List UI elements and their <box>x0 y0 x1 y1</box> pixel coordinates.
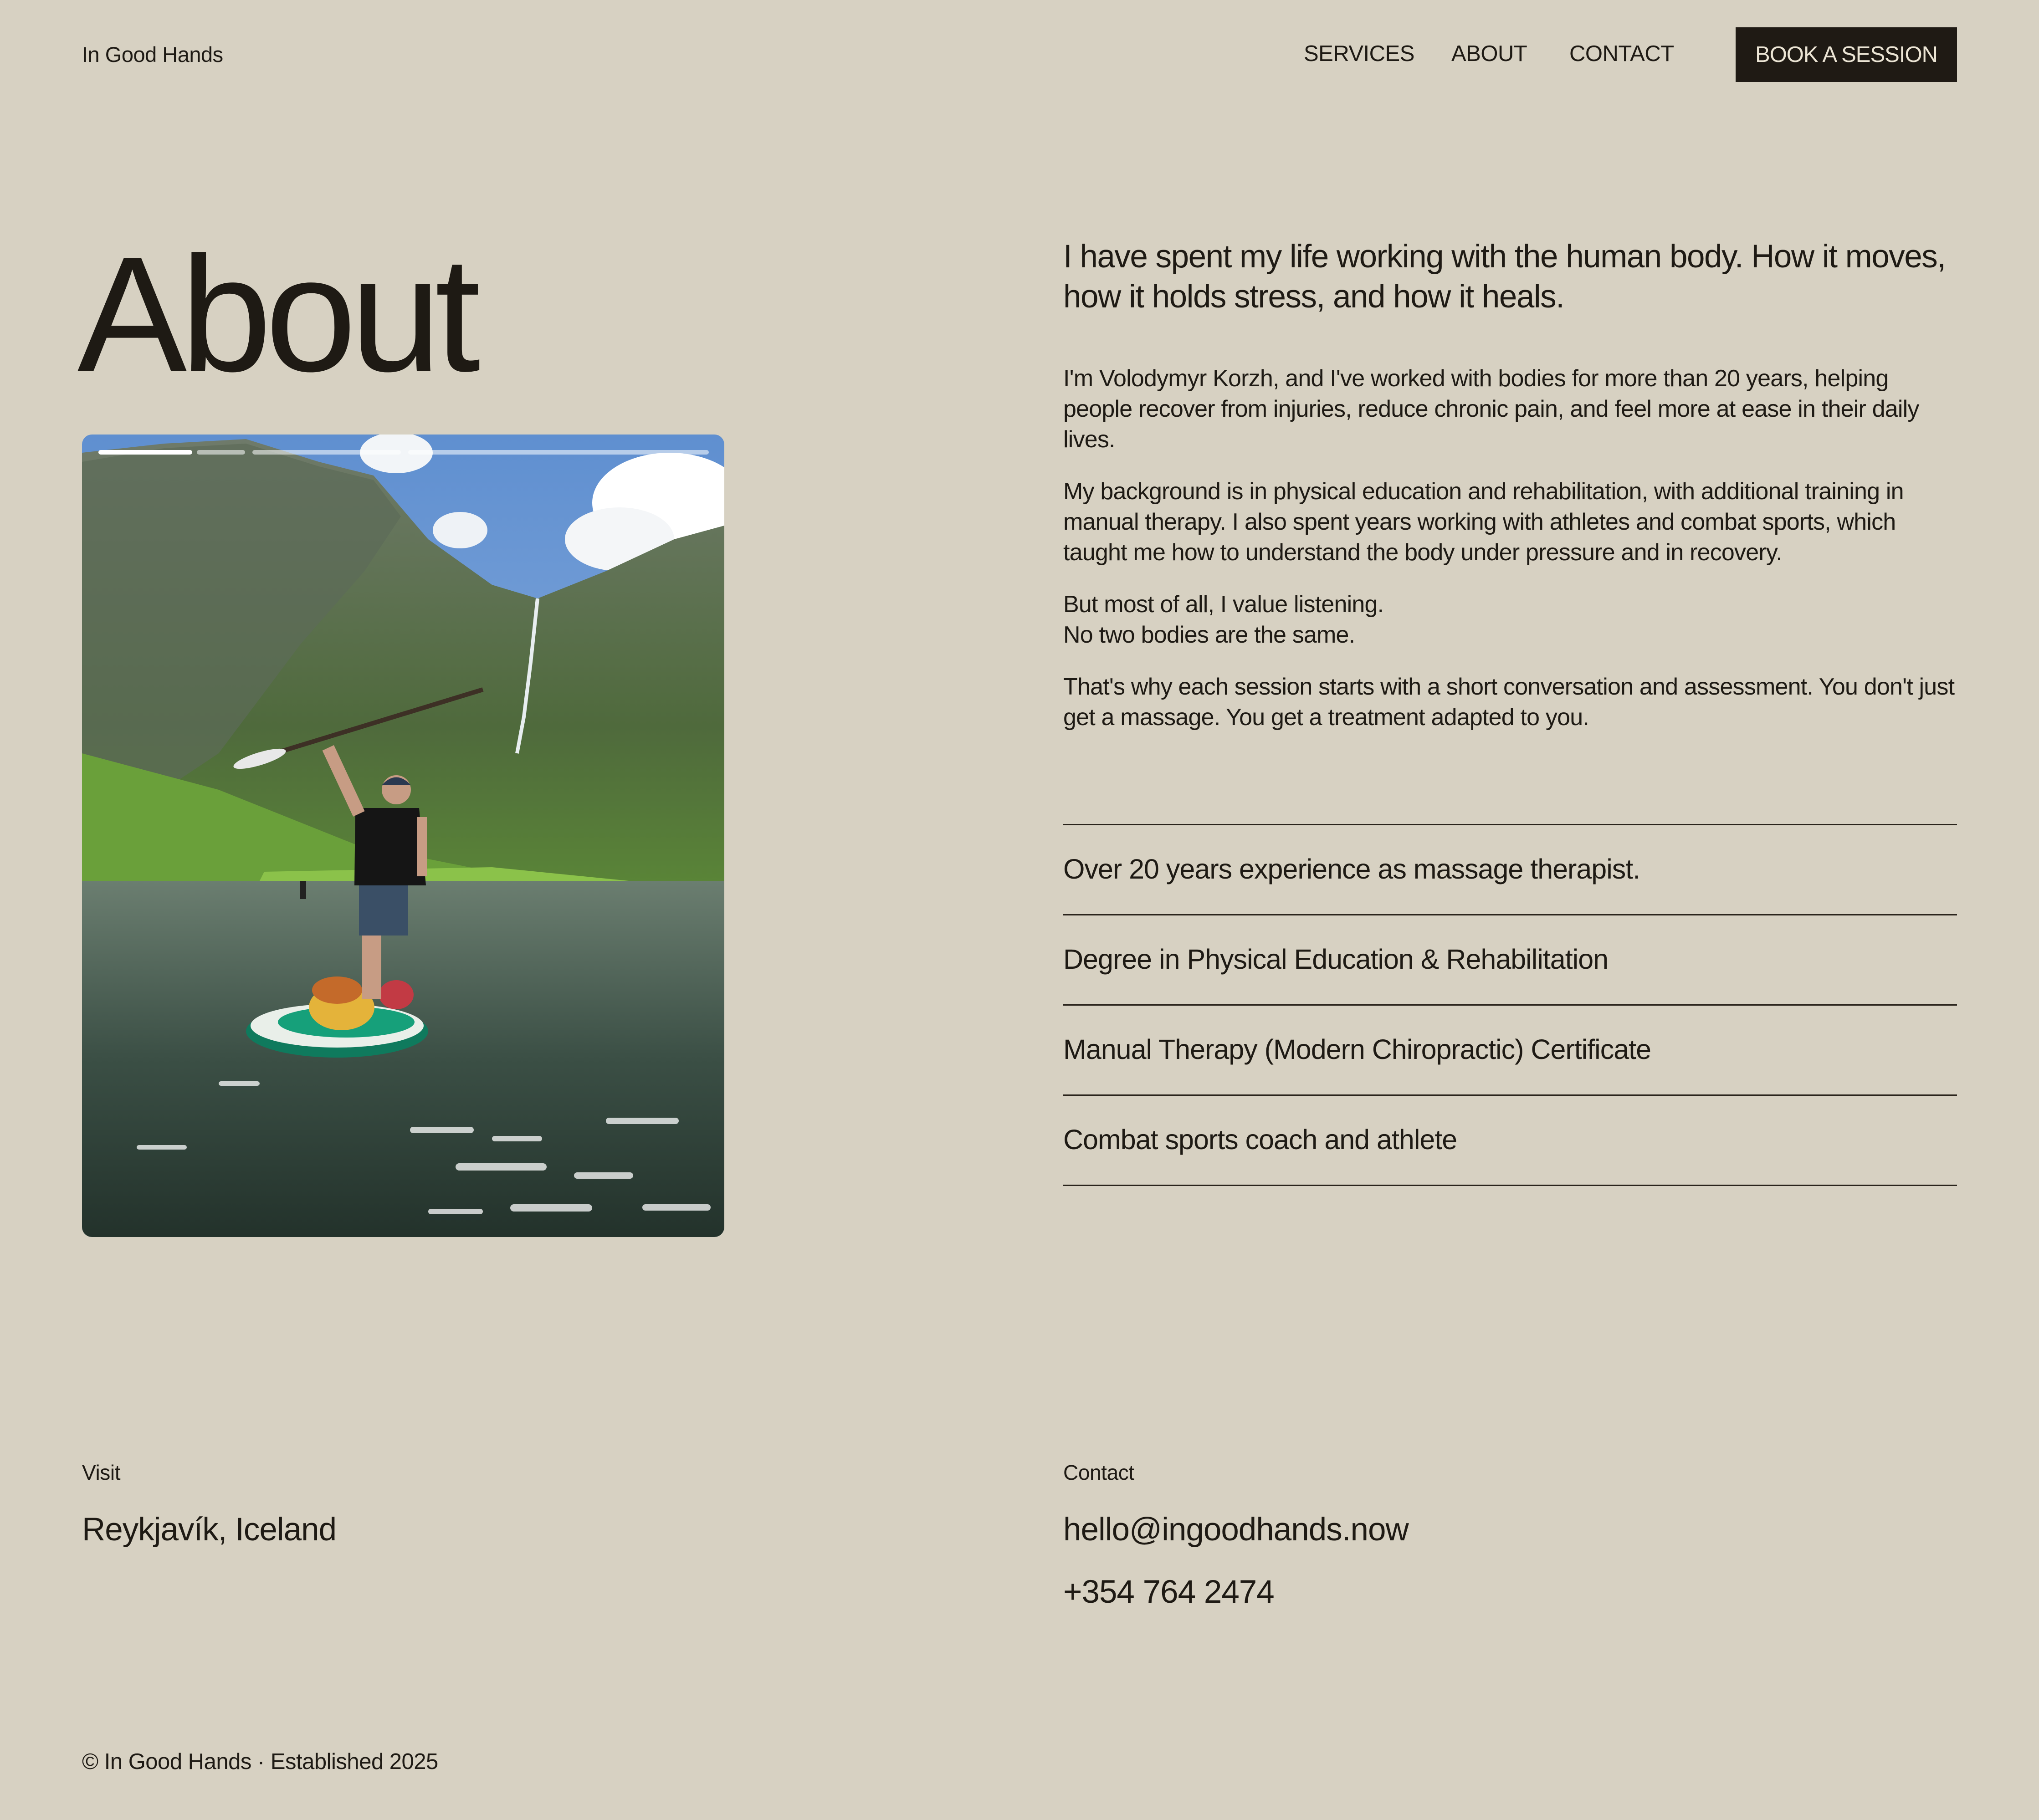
qualifications-list <box>1063 824 1957 1186</box>
brand-logo[interactable]: In Good Hands <box>82 42 223 66</box>
qualification-item: Combat sports coach and athlete <box>1063 1094 1957 1186</box>
location-text: Reykjavík, Iceland <box>82 1512 337 1548</box>
about-paragraph: That's why each session starts with a short conversation and assessment. You don't just get a massage. You get a treatment adapted to you. <box>1063 674 1955 731</box>
carousel-progress-3[interactable] <box>252 450 401 455</box>
about-body <box>1063 363 1961 754</box>
about-paragraph: My background is in physical education and rehabilitation, with additional training in manual therapy. I also spent years working with athletes and combat sports, which taught me how to understand the body under pressure and in recovery. <box>1063 478 1904 566</box>
qualification-item: Manual Therapy (Modern Chiropractic) Certificate <box>1063 1004 1957 1094</box>
carousel-progress-4[interactable] <box>408 450 709 455</box>
about-line: But most of all, I value listening. <box>1063 591 1384 618</box>
about-paragraph: I'm Volodymyr Korzh, and I've worked with bodies for more than 20 years, helping people recover from injuries, reduce chronic pain, and feel more at ease in their daily lives. <box>1063 365 1919 453</box>
email-link[interactable]: hello@ingoodhands.now <box>1063 1512 1409 1548</box>
nav-about[interactable]: ABOUT <box>1451 41 1527 66</box>
contact-label: Contact <box>1063 1461 1134 1484</box>
intro-statement: I have spent my life working with the human body. How it moves, how it holds stress, and how it heals. <box>1063 239 1946 315</box>
about-photo-carousel[interactable] <box>82 435 724 1237</box>
phone-link[interactable]: +354 764 2474 <box>1063 1574 1274 1610</box>
about-paragraph <box>1063 589 1961 650</box>
visit-label: Visit <box>82 1461 121 1484</box>
about-line: No two bodies are the same. <box>1063 622 1355 648</box>
carousel-progress-2[interactable] <box>197 450 245 455</box>
copyright-text: © In Good Hands · Established 2025 <box>82 1749 438 1774</box>
qualification-item: Over 20 years experience as massage therapist. <box>1063 824 1957 914</box>
nav-contact[interactable]: CONTACT <box>1569 41 1674 66</box>
nav-services[interactable]: SERVICES <box>1304 41 1414 66</box>
paddleboard-photo <box>82 435 724 1237</box>
qualification-item: Degree in Physical Education & Rehabilitation <box>1063 914 1957 1004</box>
page-title: About <box>77 223 474 406</box>
carousel-progress-1[interactable] <box>98 450 192 455</box>
book-session-button[interactable]: BOOK A SESSION <box>1736 27 1957 82</box>
